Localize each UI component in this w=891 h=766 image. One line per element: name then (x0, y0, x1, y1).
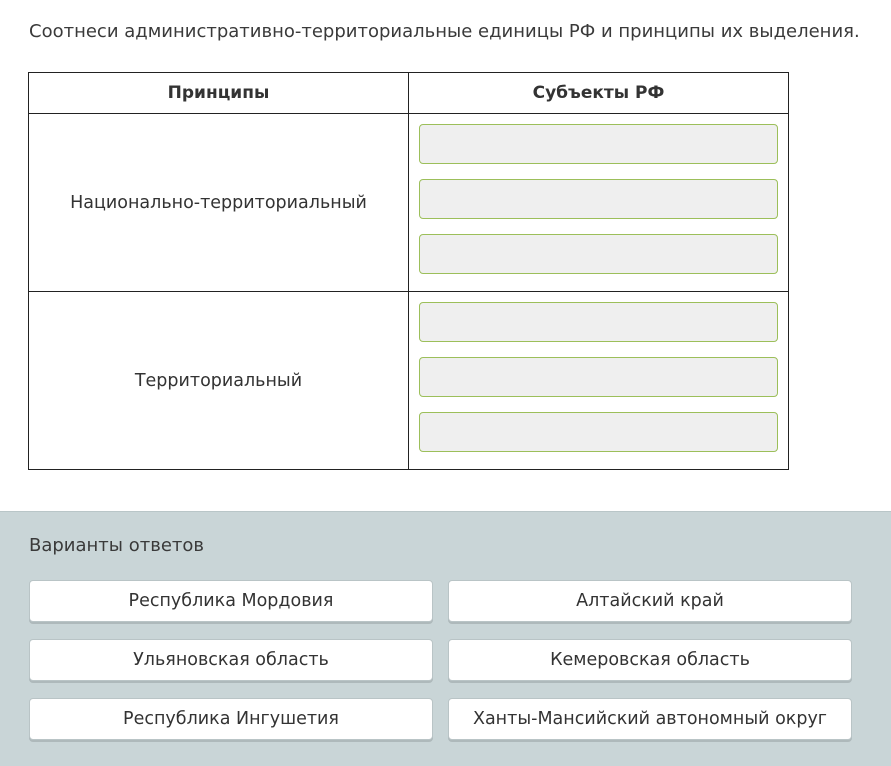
table-row (29, 292, 789, 470)
drop-slot[interactable] (419, 302, 778, 342)
drop-slot[interactable] (419, 234, 778, 274)
drop-slot[interactable] (419, 179, 778, 219)
slots-cell (409, 114, 789, 292)
principle-national-territorial: Национально-территориальный (29, 114, 409, 292)
question-text: Соотнеси административно-территориальные единицы РФ и принципы их выделения. (29, 21, 860, 42)
answer-option[interactable]: Республика Мордовия (29, 580, 433, 622)
drop-slot[interactable] (419, 357, 778, 397)
matching-table (28, 72, 789, 470)
answers-title: Варианты ответов (29, 535, 205, 556)
column-header-subjects: Субъекты РФ (409, 73, 789, 114)
slots-cell (409, 292, 789, 470)
drop-slot[interactable] (419, 124, 778, 164)
answer-option[interactable]: Кемеровская область (448, 639, 852, 681)
table-header-row (29, 73, 789, 114)
table-row (29, 114, 789, 292)
answer-options (29, 580, 851, 740)
principle-territorial: Территориальный (29, 292, 409, 470)
answer-option[interactable]: Алтайский край (448, 580, 852, 622)
answer-option[interactable]: Ульяновская область (29, 639, 433, 681)
drop-slot[interactable] (419, 412, 778, 452)
answer-option[interactable]: Республика Ингушетия (29, 698, 433, 740)
column-header-principles: Принципы (29, 73, 409, 114)
answer-option[interactable]: Ханты-Мансийский автономный округ (448, 698, 852, 740)
answers-panel (0, 511, 891, 766)
